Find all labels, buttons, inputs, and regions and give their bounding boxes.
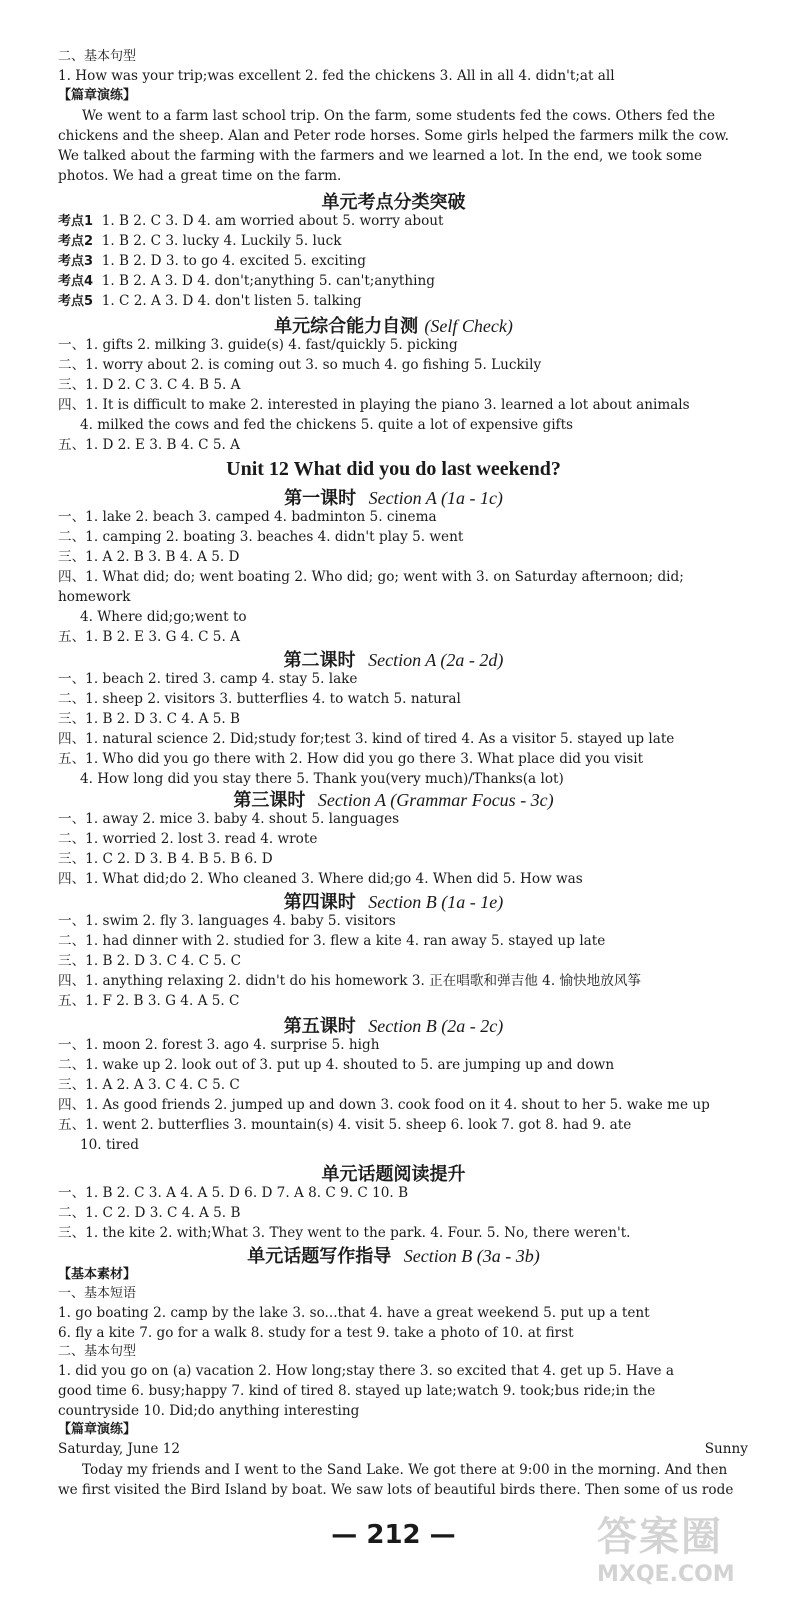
phrases-line: 1. go boating 2. camp by the lake 3. so...that 4. have a great weekend 5. put up a tent <box>58 1305 650 1321</box>
lesson-4-line: 三、1. B 2. D 3. C 4. C 5. C <box>58 953 242 969</box>
practice-heading: 【篇章演练】 <box>58 1422 137 1437</box>
point-row: 考点5 1. C 2. A 3. D 4. don't listen 5. talking <box>58 293 362 309</box>
lesson-1-line: 三、1. A 2. B 3. B 4. A 5. D <box>58 549 240 565</box>
watermark-text: 答案圈 <box>597 1514 723 1560</box>
lesson-4-heading: 第四课时 Section B (1a - 1e) <box>283 892 504 913</box>
watermark-url: MXQE.COM <box>597 1562 735 1587</box>
lesson-2-line: 五、1. Who did you go there with 2. How did you go there 3. What place did you visit <box>58 751 644 767</box>
lesson-4-line: 一、1. swim 2. fly 3. languages 4. baby 5. visitors <box>58 913 396 929</box>
sentences-line: 1. did you go on (a) vacation 2. How long;stay there 3. so excited that 4. get up 5. Have a <box>58 1363 674 1379</box>
self-check-heading: 单元综合能力自测 (Self Check) <box>274 316 513 337</box>
lesson-4-line: 五、1. F 2. B 3. G 4. A 5. C <box>58 993 240 1009</box>
lesson-3-line: 二、1. worried 2. lost 3. read 4. wrote <box>58 831 318 847</box>
lesson-1-line: 二、1. camping 2. boating 3. beaches 4. didn't play 5. went <box>58 529 464 545</box>
diary-weather: Sunny <box>704 1441 748 1457</box>
lesson-2-line: 三、1. B 2. D 3. C 4. A 5. B <box>58 711 241 727</box>
lesson-1-line: homework <box>58 589 131 605</box>
lesson-2-line: 一、1. beach 2. tired 3. camp 4. stay 5. lake <box>58 671 358 687</box>
lesson-5-line: 一、1. moon 2. forest 3. ago 4. surprise 5. high <box>58 1037 380 1053</box>
lesson-2-heading: 第二课时 Section A (2a - 2d) <box>283 650 504 671</box>
point-row: 考点1 1. B 2. C 3. D 4. am worried about 5. worry about <box>58 213 444 229</box>
basic-sentences-answers: 1. How was your trip;was excellent 2. fed the chickens 3. All in all 4. didn't;at all <box>58 68 615 84</box>
reading-heading: 单元话题阅读提升 <box>321 1164 466 1185</box>
chapter-practice-heading: 【篇章演练】 <box>58 88 137 103</box>
diary-date: Saturday, June 12 <box>58 1441 181 1457</box>
lesson-2-line: 二、1. sheep 2. visitors 3. butterflies 4. to watch 5. natural <box>58 691 461 707</box>
point-row: 考点4 1. B 2. A 3. D 4. don't;anything 5. can't;anything <box>58 273 435 289</box>
lesson-1-line: 4. Where did;go;went to <box>80 609 247 625</box>
lesson-3-line: 三、1. C 2. D 3. B 4. B 5. B 6. D <box>58 851 273 867</box>
lesson-2-line: 四、1. natural science 2. Did;study for;test 3. kind of tired 4. As a visitor 5. stayed up late <box>58 731 675 747</box>
basic-sentences-heading: 二、基本句型 <box>58 49 137 64</box>
lesson-2-line: 4. How long did you stay there 5. Thank you(very much)/Thanks(a lot) <box>80 771 564 787</box>
point-row: 考点2 1. B 2. C 3. lucky 4. Luckily 5. luck <box>58 233 342 249</box>
lesson-3-line: 四、1. What did;do 2. Who cleaned 3. Where did;go 4. When did 5. How was <box>58 871 583 887</box>
sentences-line: good time 6. busy;happy 7. kind of tired 8. stayed up late;watch 9. took;bus ride;in the <box>58 1383 656 1399</box>
chapter-practice-essay: We went to a farm last school trip. On the farm, some students fed the cows. Others fed the chickens and the sheep. Alan and Peter rode horses. Some girls helped the farmers milk the cow. We talked about the farming with the farmers and we learned a lot. In the end, we took some photos. We had a great time on the farm. <box>58 108 729 184</box>
phrases-line: 6. fly a kite 7. go for a walk 8. study for a test 9. take a photo of 10. at first <box>58 1325 574 1341</box>
reading-line: 二、1. C 2. D 3. C 4. A 5. B <box>58 1205 241 1221</box>
lesson-1-line: 一、1. lake 2. beach 3. camped 4. badminton 5. cinema <box>58 509 437 525</box>
lesson-1-heading: 第一课时 Section A (1a - 1c) <box>284 488 503 509</box>
lesson-1-line: 五、1. B 2. E 3. G 4. C 5. A <box>58 629 240 645</box>
lesson-4-line: 二、1. had dinner with 2. studied for 3. flew a kite 4. ran away 5. stayed up late <box>58 933 606 949</box>
self-check-line: 一、1. gifts 2. milking 3. guide(s) 4. fast/quickly 5. picking <box>58 337 458 353</box>
unit-title: Unit 12 What did you do last weekend? <box>226 458 561 480</box>
lesson-5-line: 五、1. went 2. butterflies 3. mountain(s) 4. visit 5. sheep 6. look 7. got 8. had 9. ate <box>58 1117 632 1133</box>
self-check-line: 五、1. D 2. E 3. B 4. C 5. A <box>58 437 240 453</box>
diary-header <box>58 1440 748 1458</box>
basic-material-heading: 【基本素材】 <box>58 1267 137 1282</box>
phrases-heading: 一、基本短语 <box>58 1286 137 1301</box>
sentences-line: countryside 10. Did;do anything interesting <box>58 1403 360 1419</box>
diary-text: Today my friends and I went to the Sand Lake. We got there at 9:00 in the morning. And then we first visited the Bird Island by boat. We saw lots of beautiful birds there. Then some of us rode <box>58 1462 734 1498</box>
writing-heading: 单元话题写作指导 Section B (3a - 3b) <box>247 1246 540 1267</box>
self-check-line: 三、1. D 2. C 3. C 4. B 5. A <box>58 377 241 393</box>
lesson-1-line: 四、1. What did; do; went boating 2. Who did; go; went with 3. on Saturday afternoon; did; <box>58 569 684 585</box>
self-check-line: 四、1. It is difficult to make 2. interested in playing the piano 3. learned a lot about animals <box>58 397 690 413</box>
lesson-5-line: 二、1. wake up 2. look out of 3. put up 4. shouted to 5. are jumping up and down <box>58 1057 615 1073</box>
self-check-line: 二、1. worry about 2. is coming out 3. so much 4. go fishing 5. Luckily <box>58 357 542 373</box>
watermark-logo <box>597 1505 767 1585</box>
self-check-line: 4. milked the cows and fed the chickens 5. quite a lot of expensive gifts <box>80 417 574 433</box>
lesson-5-line: 四、1. As good friends 2. jumped up and down 3. cook food on it 4. shout to her 5. wake me up <box>58 1097 710 1113</box>
lesson-5-line: 10. tired <box>80 1137 139 1153</box>
lesson-3-line: 一、1. away 2. mice 3. baby 4. shout 5. languages <box>58 811 400 827</box>
lesson-4-line: 四、1. anything relaxing 2. didn't do his homework 3. 正在唱歌和弹吉他 4. 愉快地放风筝 <box>58 973 642 989</box>
reading-line: 一、1. B 2. C 3. A 4. A 5. D 6. D 7. A 8. C 9. C 10. B <box>58 1185 409 1201</box>
page-number: — 212 — <box>331 1520 456 1550</box>
point-row: 考点3 1. B 2. D 3. to go 4. excited 5. exciting <box>58 253 367 269</box>
sentences-heading: 二、基本句型 <box>58 1344 137 1359</box>
reading-line: 三、1. the kite 2. with;What 3. They went to the park. 4. Four. 5. No, there weren't. <box>58 1225 631 1241</box>
lesson-5-line: 三、1. A 2. A 3. C 4. C 5. C <box>58 1077 240 1093</box>
unit-points-heading: 单元考点分类突破 <box>321 192 466 213</box>
lesson-3-heading: 第三课时 Section A (Grammar Focus - 3c) <box>233 790 554 811</box>
lesson-5-heading: 第五课时 Section B (2a - 2c) <box>283 1016 504 1037</box>
